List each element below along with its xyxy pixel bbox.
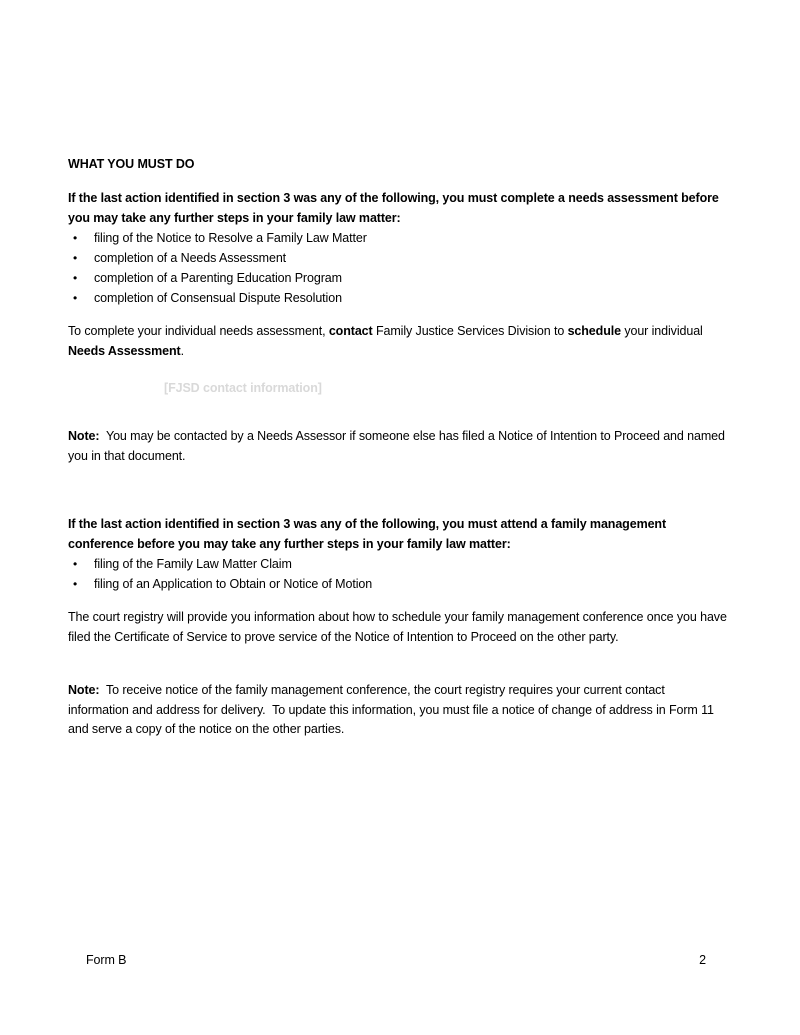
bullet-icon: • [73,557,78,571]
note-text: To receive notice of the family management conference, the court registry requires your current contact information and address for delivery. To update this information, you must file a notice of change of address in Form 11 and serve a copy of the notice on the other parties. [68,683,718,736]
paragraph-text-bold: Needs Assessment [68,343,181,358]
list-item-label: completion of a Needs Assessment [94,251,287,265]
bullet-icon: • [73,271,78,285]
note-label: Note: [68,683,100,697]
section-heading: WHAT YOU MUST DO [68,157,195,171]
paragraph-text: your individual [620,324,707,338]
paragraph-text: To complete your individual needs assessment, [68,324,329,338]
list-item-label: filing of the Notice to Resolve a Family Law Matter [94,231,367,245]
note-contact-information [68,681,728,740]
list-item [68,574,728,594]
bullet-icon: • [73,577,78,591]
bullet-icon: • [73,231,78,245]
form-label: Form B [86,953,127,967]
list-item-label: completion of Consensual Dispute Resolution [94,291,342,305]
fjsd-contact-placeholder-row [68,379,728,399]
family-management-intro: If the last action identified in section 3 was any of the following, you must attend a family management conference before you may take any further steps in your family law matter: [68,517,667,551]
list-item [68,554,728,574]
contact-instructions-paragraph [68,322,728,361]
fjsd-contact-placeholder: [FJSD contact information] [164,381,322,395]
list-item [68,228,728,248]
paragraph-text: . [180,343,184,358]
list-item-label: completion of a Parenting Education Program [94,271,342,285]
needs-assessment-bullet-list [68,228,728,308]
bullet-icon: • [73,251,78,265]
list-item-label: filing of an Application to Obtain or Notice of Motion [94,577,373,591]
page-footer [86,951,706,971]
paragraph-text: Family Justice Services Division to [372,324,568,338]
family-management-bullet-list [68,554,728,594]
note-label: Note: [68,429,100,443]
paragraph-text-bold: contact [328,324,373,338]
needs-assessment-intro: If the last action identified in section 3 was any of the following, you must complete a needs assessment before you may take any further steps in your family law matter: [68,191,719,225]
bullet-icon: • [73,291,78,305]
list-item [68,248,728,268]
list-item [68,288,728,308]
page-number: 2 [699,953,706,967]
note-text: You may be contacted by a Needs Assessor if someone else has filed a Notice of Intention to Proceed and named you in that document. [68,429,729,463]
court-registry-paragraph: The court registry will provide you information about how to schedule your family management conference once you have filed the Certificate of Service to prove service of the Notice of Intention to Proceed on the other party. [68,610,727,644]
paragraph-text-bold: schedule [567,324,621,338]
list-item-label: filing of the Family Law Matter Claim [94,557,292,571]
note-needs-assessor [68,427,728,466]
list-item [68,268,728,288]
